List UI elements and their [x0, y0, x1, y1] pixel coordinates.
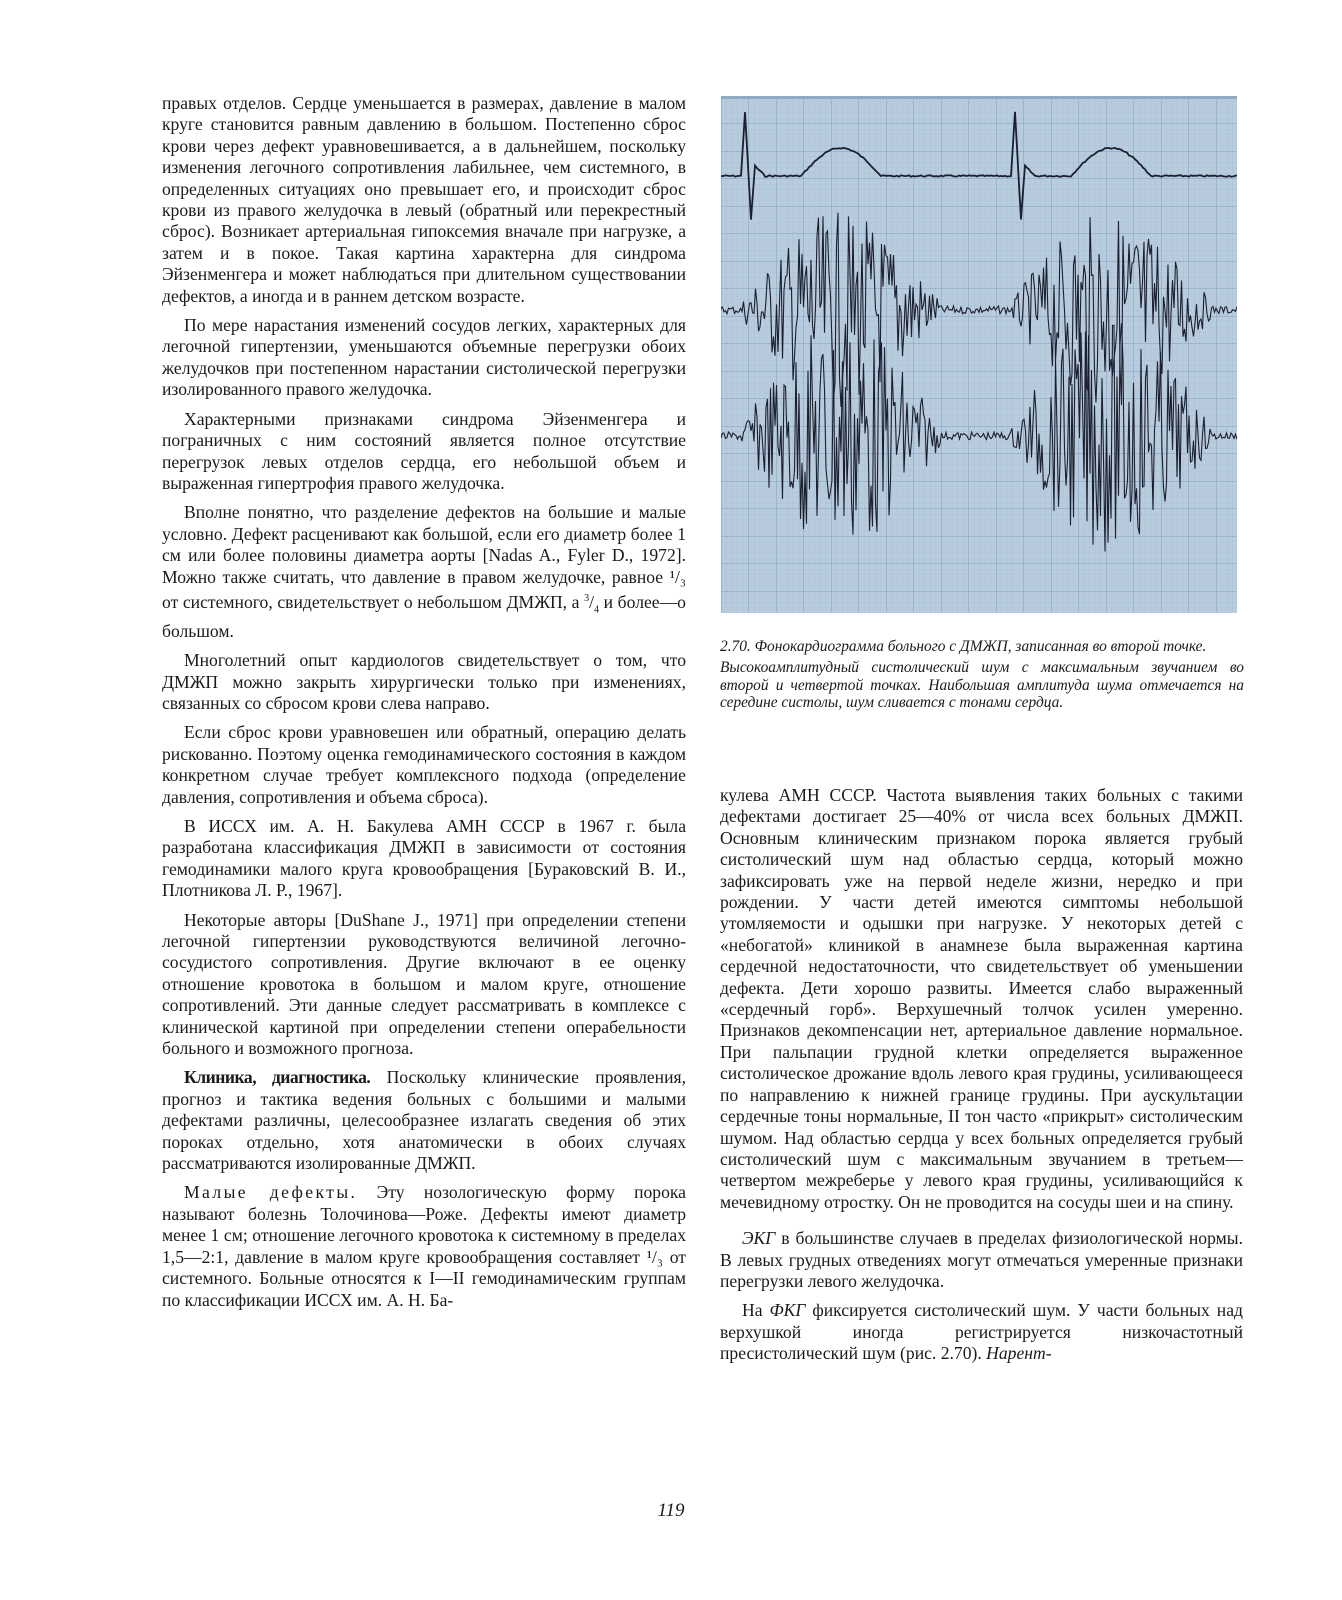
fraction-one-third-2: ¹/₃ [646, 1246, 663, 1267]
paragraph-1: правых отделов. Сердце уменьшается в размерах, давление в малом круге становится равным давлению в большом. Постепенно сброс крови через дефект уравновешивается, а в дальнейшем, поскольку изменения легочного сопротивления лабильнее, чем системного, в определенных ситуациях оно превышает его, и происходит сброс крови из правого желудочка в левый (обратный или перекрестный сброс). Возникает артериальная гипоксемия вначале при нагрузке, а затем и в покое. Такая картина характерна для синдрома Эйзенменгера и может наблюдаться при длительном существовании дефектов, а иногда и в раннем детском возрасте. [162, 93, 686, 306]
right-column [720, 785, 1243, 1373]
paragraph-6: Если сброс крови уравновешен или обратный, операцию делать рискованно. Поэтому оценка гемодинамического состояния в каждом конкретном случае требует комплексного подхода (определение давления, сопротивления и объема сброса). [162, 722, 686, 807]
section-heading-small-defects: Малые дефекты. [184, 1182, 358, 1203]
paragraph-13-continued: Нарент- [986, 1343, 1052, 1364]
ecg-term: ЭКГ [742, 1228, 776, 1249]
paragraph-11: кулева АМН СССР. Частота выявления таких больных с такими дефектами достигает 25—40% от числа всех больных ДМЖП. Основным клиническим признаком порока является грубый систолический шум над областью сердца, который можно зафиксировать уже на первой неделе жизни, нередко и при рождении. У части детей имеются симптомы небольшой утомляемости и одышки при нагрузке. У некоторых детей с «небогатой» клиникой в анамнезе была выраженная картина сердечной недостаточности, что свидетельствует об уменьшении дефекта. Дети хорошо развиты. Имеется слабо выраженный «сердечный горб». Верхушечный толчок усилен умеренно. Признаков декомпенсации нет, артериальное давление нормальное. При пальпации грудной клетки определяется выраженное систолическое дрожание вдоль левого края грудины, усиливающееся по направлению к нижней границе грудины. При аускультации сердечные тоны нормальные, II тон часто «прикрыт» систолическим шумом. Над областью сердца у всех больных определяется грубый систолический шум с максимальным звучанием в третьем—четвертом межреберье у левого края грудины, усиливающийся к мечевидному отростку. Он не проводится на сосуды шеи и на спину. [720, 785, 1243, 1212]
page-number: 119 [657, 1500, 685, 1521]
paragraph-10 [162, 1182, 686, 1310]
left-column [162, 93, 686, 1319]
paragraph-4-text-a: Вполне понятно, что разделение дефектов на большие и малые условно. Дефект расценивают как большой, если его диаметр более 1 см или более половины диаметра аорты [Nadas A., Fyler D., 1972]. Можно также считать, что давление в правом желудочке, равное [162, 502, 686, 587]
fraction-denominator: 4 [594, 604, 600, 616]
paragraph-9 [162, 1067, 686, 1174]
grid-lines [721, 96, 1237, 613]
paragraph-12-text: в большинстве случаев в пределах физиологической нормы. В левых грудных отведениях могут отмечаться умеренные признаки перегрузки левого желудочка. [720, 1228, 1243, 1291]
paragraph-7: В ИССХ им. А. Н. Бакулева АМН СССР в 1967 г. была разработана классификация ДМЖП в зависимости от состояния гемодинамики малого круга кровообращения [Бураковский В. И., Плотникова Л. Р., 1967]. [162, 815, 686, 901]
paragraph-9-text: Поскольку клинические проявления, прогноз и тактика ведения больных с большими и малыми дефектами различны, целесообразнее излагать сведения об этих пороках отдельно, хотя анатомически в обоих случаях рассматриваются изолированные ДМЖП. [162, 1067, 686, 1174]
fraction-one-third: ¹/₃ [669, 566, 686, 587]
paragraph-5: Многолетний опыт кардиологов свидетельствует о том, что ДМЖП можно закрыть хирургически только при изменениях, связанных со сбросом крови слева направо. [162, 650, 686, 713]
fraction-numerator: 3 [584, 592, 590, 604]
paragraph-13-text-a: На [742, 1300, 763, 1321]
paragraph-10-text-a: Эту нозологическую форму порока называют болезнь Толочинова—Роже. Дефекты имеют диаметр менее 1 см; отношение легочного кровотока к системному в пределах 1,5—2:1, давление в малом круге кровообращения составляет [162, 1182, 686, 1267]
section-heading-clinic: Клиника, диагностика. [184, 1067, 371, 1088]
phonocardiogram-image [721, 96, 1237, 613]
paragraph-10-text-b: от системного. Больные относятся к I—II гемодинамическим группам по классификации ИССХ им. А. Н. Ба- [162, 1246, 686, 1310]
paragraph-4-text-b: от системного, свидетельствует о небольшом ДМЖП, а [162, 591, 580, 612]
fkg-term: ФКГ [769, 1300, 806, 1321]
phonocardiogram-figure [721, 96, 1237, 613]
paragraph-2: По мере нарастания изменений сосудов легких, характерных для легочной гипертензии, уменьшаются объемные перегрузки обоих желудочков при постепенном нарастании систолической перегрузки изолированного правого желудочка. [162, 315, 686, 400]
paragraph-13 [720, 1300, 1243, 1364]
figure-caption-title: 2.70. Фонокардиограмма больного с ДМЖП, записанная во второй точке. [720, 638, 1207, 655]
paragraph-4: Вполне понятно, что разделение дефектов на большие и малые условно. Дефект расценивают как большой, если его диаметр более 1 см или более половины диаметра аорты [Nadas A., Fyler D., 1972]. Можно также считать, что давление в правом желудочке, равное ¹/₃ от системного, свидетельствует о небольшом ДМЖП, а $^3/_4$ и более—о большом. [162, 502, 686, 641]
grid-top-border [721, 96, 1237, 99]
figure-caption [720, 638, 1244, 716]
paragraph-12 [720, 1228, 1243, 1292]
paragraph-13-text-b: фиксируется систолический шум. У части больных над верхушкой иногда регистрируется низкочастотный пресистолический шум (рис. 2.70). [720, 1300, 1243, 1364]
figure-caption-body: Высокоамплитудный систолический шум с максимальным звучанием во второй и четвертой точках. Наибольшая амплитуда шума отмечается на середине систолы, шум сливается с тонами сердца. [720, 659, 1244, 712]
paragraph-8: Некоторые авторы [DuShane J., 1971] при определении степени легочной гипертензии руководствуются величиной легочно-сосудистого сопротивления. Другие включают в ее оценку отношение кровотока в большом и малом круге, отношение сопротивлений. Эти данные следует рассматривать в комплексе с клинической картиной при определении степени операбельности больного и возможного прогноза. [162, 909, 686, 1059]
paragraph-4-text-c: и более—о большом. [162, 591, 686, 641]
paragraph-3: Характерными признаками синдрома Эйзенменгера и пограничных с ним состояний является полное отсутствие перегрузок левых отделов сердца, его небольшой объем и выраженная гипертрофия правого желудочка. [162, 408, 686, 493]
